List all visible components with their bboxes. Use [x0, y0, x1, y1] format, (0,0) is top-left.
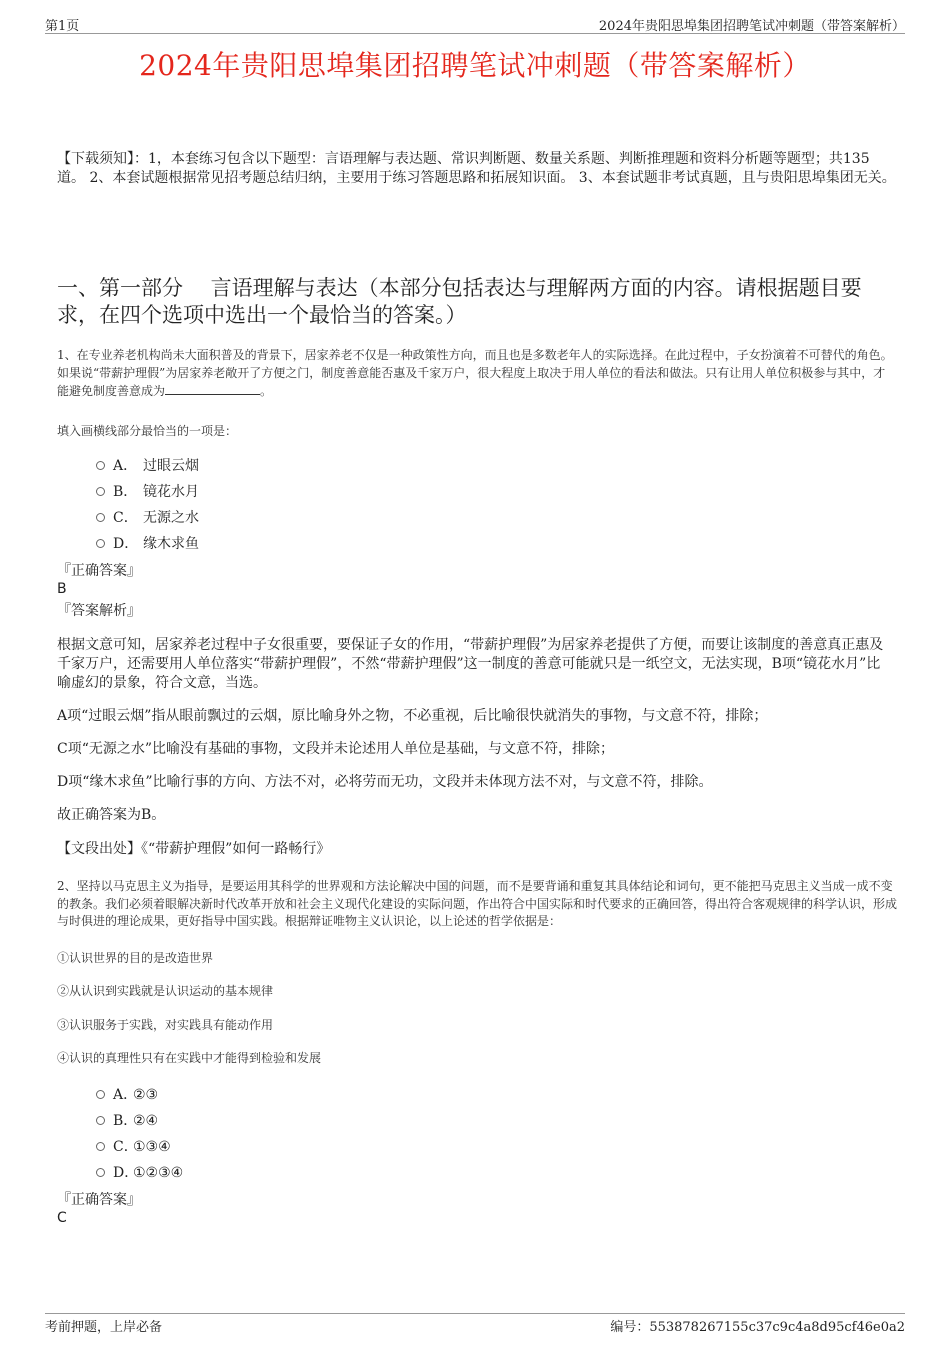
radio-icon[interactable] [96, 1168, 105, 1177]
radio-icon[interactable] [96, 1142, 105, 1151]
q2-statement-4: ④认识的真理性只有在实践中才能得到检验和发展 [57, 1051, 322, 1065]
q1-analysis-d: D项“缘木求鱼”比喻行事的方向、方法不对，必将劳而无功，文段并未体现方法不对，与文意不符，排除。 [57, 774, 713, 790]
q2-answer-label: 『正确答案』 [57, 1192, 141, 1208]
page-number: 第1页 [45, 19, 80, 34]
question-1-stem-text: 1、在专业养老机构尚未大面积普及的背景下，居家养老不仅是一种政策性方向，而且也是多数老年人的实际选择。在此过程中，子女扮演着不可替代的角色。如果说“带薪护理假”为居家养老敞开了方便之门，制度善意能否惠及千家万户，很大程度上取决于用人单位的看法和做法。只有让用人单位积极参与其中，才能避免制度善意成为 [57, 348, 893, 398]
q1-analysis-a: A项“过眼云烟”指从眼前飘过的云烟，原比喻身外之物，不必重视，后比喻很快就消失的事物，与文意不符，排除； [57, 708, 768, 724]
q2-statement-2: ②从认识到实践就是认识运动的基本规律 [57, 984, 274, 998]
q2-answer-value: C [57, 1210, 67, 1226]
q2-statement-3: ③认识服务于实践，对实践具有能动作用 [57, 1018, 274, 1032]
header-divider [45, 33, 905, 34]
q1-conclusion: 故正确答案为B。 [57, 807, 166, 823]
q2-option-b[interactable]: B．②④ [96, 1112, 158, 1130]
q1-option-c[interactable]: C． 无源之水 [96, 509, 199, 527]
q1-analysis-label: 『答案解析』 [57, 603, 141, 619]
q1-answer-label: 『正确答案』 [57, 563, 141, 579]
radio-icon[interactable] [96, 539, 105, 548]
radio-icon[interactable] [96, 461, 105, 470]
q1-option-b[interactable]: B． 镜花水月 [96, 483, 199, 501]
q2-statement-1: ①认识世界的目的是改造世界 [57, 951, 214, 965]
q1-answer-value: B [57, 581, 67, 597]
footer-serial: 编号：553878267155c37c9c4a8d95cf46e0a2 [610, 1320, 905, 1335]
q2-option-c[interactable]: C．①③④ [96, 1138, 171, 1156]
radio-icon[interactable] [96, 1090, 105, 1099]
document-title: 2024年贵阳思埠集团招聘笔试冲刺题（带答案解析） [139, 49, 811, 82]
q2-option-d[interactable]: D．①②③④ [96, 1164, 183, 1182]
question-1-stem [57, 347, 897, 401]
question-1-prompt: 填入画横线部分最恰当的一项是： [57, 424, 238, 438]
radio-icon[interactable] [96, 487, 105, 496]
radio-icon[interactable] [96, 513, 105, 522]
section-heading: 一、第一部分 言语理解与表达（本部分包括表达与理解两方面的内容。请根据题目要求，在四个选项中选出一个最恰当的答案。） [57, 276, 862, 327]
question-1-stem-end: 。 [260, 384, 273, 398]
q1-option-a[interactable]: A． 过眼云烟 [96, 457, 199, 475]
q1-source: 【文段出处】《“带薪护理假”如何一路畅行》 [57, 841, 331, 857]
download-notice: 【下载须知】：1，本套练习包含以下题型：言语理解与表达题、常识判断题、数量关系题、判断推理题和资料分析题等题型；共135道。 2、本套试题根据常见招考题总结归纳，主要用于练习答题思路和拓展知识面。 3、本套试题非考试真题，且与贵阳思埠集团无关。 [57, 151, 896, 186]
question-2-stem: 2、坚持以马克思主义为指导，是要运用其科学的世界观和方法论解决中国的问题，而不是要背诵和重复其具体结论和词句，更不能把马克思主义当成一成不变的教条。我们必须着眼解决新时代改革开放和社会主义现代化建设的实际问题，作出符合中国实际和时代要求的正确回答，得出符合客观规律的科学认识，形成与时俱进的理论成果，更好指导中国实践。根据辩证唯物主义认识论，以上论述的哲学依据是： [57, 879, 898, 928]
footer-slogan: 考前押题，上岸必备 [45, 1320, 163, 1335]
q1-analysis-main: 根据文意可知，居家养老过程中子女很重要，要保证子女的作用，“带薪护理假”为居家养老提供了方便，而要让该制度的善意真正惠及千家万户，还需要用人单位落实“带薪护理假”，不然“带薪护理假”这一制度的善意可能就只是一纸空文，无法实现，B项“镜花水月”比喻虚幻的景象，符合文意，当选。 [57, 637, 884, 691]
q2-option-a[interactable]: A．②③ [96, 1086, 158, 1104]
q1-analysis-c: C项“无源之水”比喻没有基础的事物，文段并未论述用人单位是基础，与文意不符，排除； [57, 741, 615, 757]
header-doc-title: 2024年贵阳思埠集团招聘笔试冲刺题（带答案解析） [598, 19, 905, 34]
q1-option-d[interactable]: D． 缘木求鱼 [96, 535, 199, 553]
radio-icon[interactable] [96, 1116, 105, 1125]
footer-divider [45, 1313, 905, 1314]
fill-blank [165, 382, 260, 395]
